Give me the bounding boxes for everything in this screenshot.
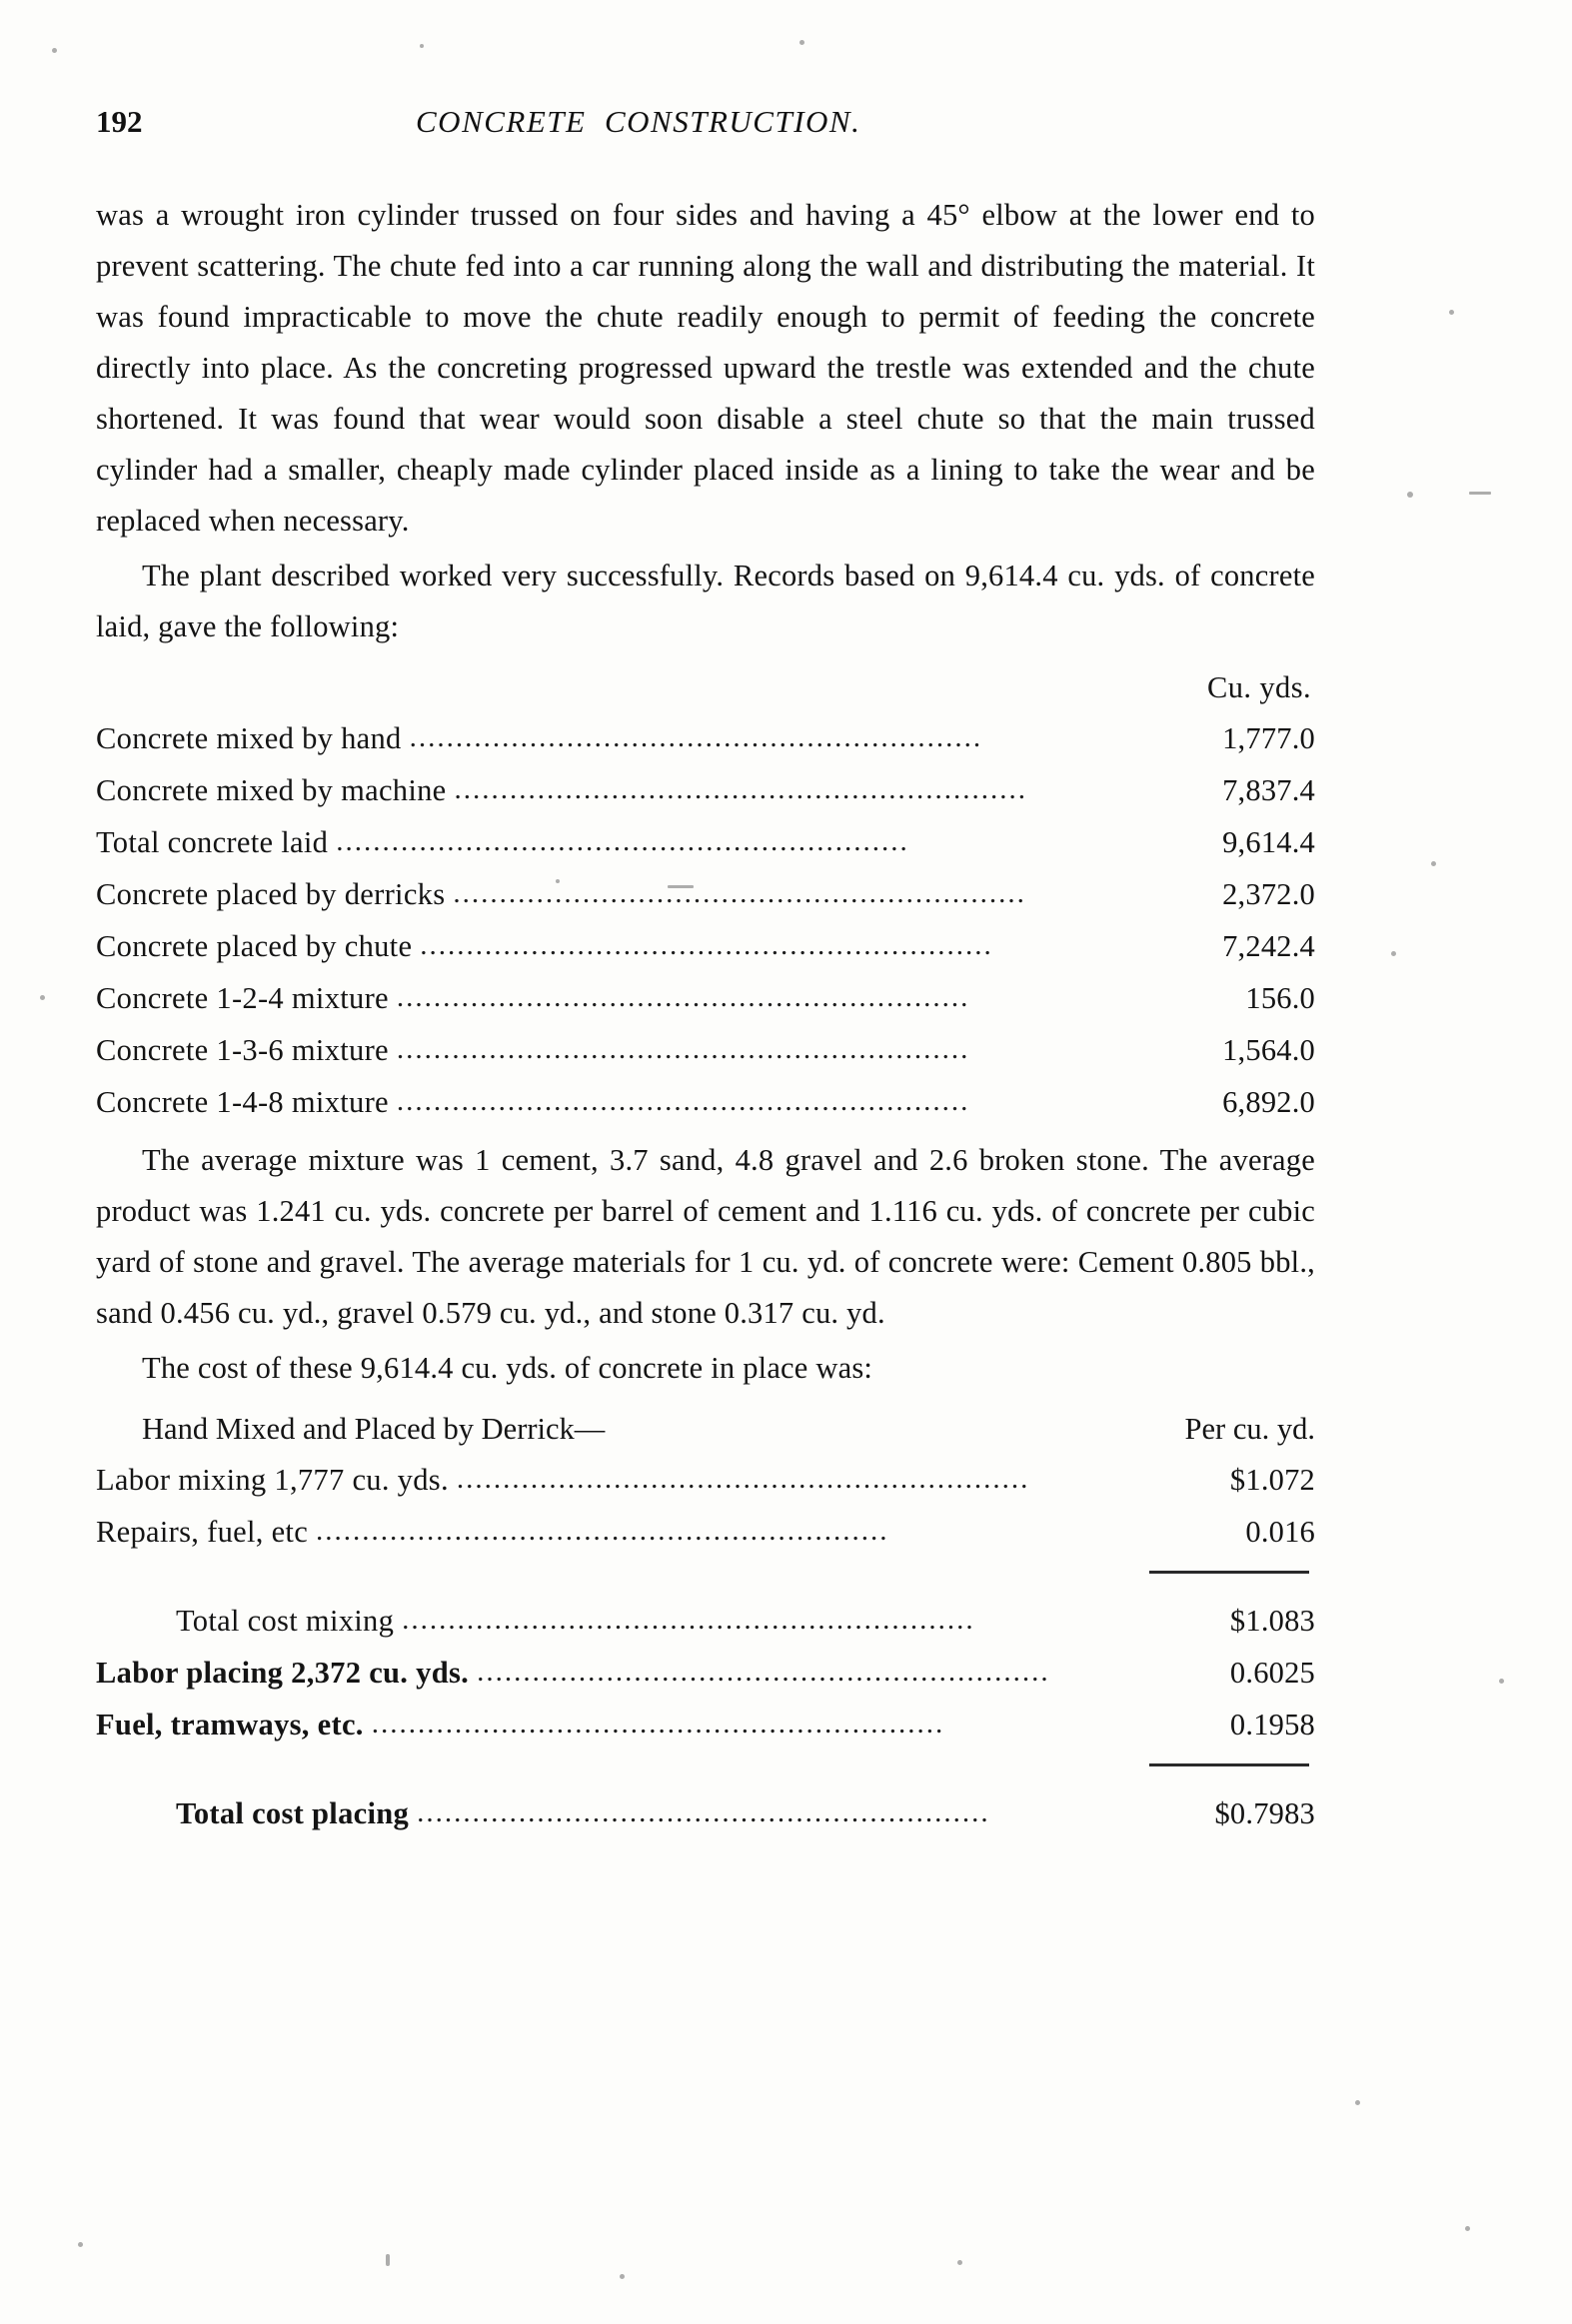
scan-speckle <box>1465 2226 1470 2231</box>
row-label: Total concrete laid <box>96 825 329 859</box>
scan-speckle <box>40 995 45 1000</box>
page-content <box>96 104 1315 1846</box>
leader-dots: .............................................................. <box>336 825 909 857</box>
table-row <box>96 921 1315 973</box>
cost-table-header <box>96 1404 1315 1455</box>
table-row <box>96 817 1315 869</box>
row-label: Concrete mixed by hand <box>96 721 402 755</box>
scan-speckle <box>799 40 804 45</box>
leader-dots: .............................................................. <box>417 1796 990 1828</box>
table-row <box>96 1455 1315 1507</box>
row-label: Concrete 1-2-4 mixture <box>96 981 389 1015</box>
row-label: Concrete placed by chute <box>96 929 413 963</box>
row-label: Concrete placed by derricks <box>96 877 446 911</box>
leader-dots: .............................................................. <box>396 1085 970 1117</box>
table-row-total <box>96 1596 1315 1648</box>
row-value: 7,242.4 <box>1222 929 1315 963</box>
scan-speckle <box>1431 861 1436 866</box>
leader-dots: .............................................................. <box>316 1515 889 1547</box>
scan-speckle <box>1449 310 1454 315</box>
row-label: Fuel, tramways, etc. <box>96 1708 364 1742</box>
leader-dots: .............................................................. <box>409 721 983 753</box>
leader-dots: .............................................................. <box>453 877 1026 909</box>
row-label: Labor mixing 1,777 cu. yds. <box>96 1463 449 1497</box>
row-value: 7,837.4 <box>1222 773 1315 807</box>
table-row <box>96 1077 1315 1129</box>
body-paragraph-1: was a wrought iron cylinder trussed on four sides and having a 45° elbow at the lower end to prevent scattering. The chute fed into a car running along the wall and distributing the material. It was found impracticable to move the chute readily enough to permit of feeding the concrete directly into place. As the concreting progressed upward the trestle was extended and the chute shortened. It was found that wear would soon disable a steel chute so that the main trussed cylinder had a smaller, cheaply made cylinder placed inside as a lining to take the wear and be replaced when necessary. <box>96 198 1315 538</box>
table-row <box>96 1025 1315 1077</box>
scan-speckle <box>620 2274 625 2279</box>
row-value: $1.072 <box>1229 1463 1315 1497</box>
row-value: 1,777.0 <box>1222 721 1315 755</box>
table-row <box>96 973 1315 1025</box>
row-label: Concrete 1-3-6 mixture <box>96 1033 389 1067</box>
scan-speckle <box>1391 951 1396 956</box>
scan-speckle <box>52 48 57 53</box>
row-label: Concrete mixed by machine <box>96 773 447 807</box>
row-value: 156.0 <box>1245 981 1315 1015</box>
table-row-total <box>96 1788 1315 1840</box>
row-label: Total cost mixing <box>176 1604 395 1638</box>
row-value: 1,564.0 <box>1222 1033 1315 1067</box>
quantities-table <box>96 662 1315 1129</box>
cost-column-header: Per cu. yd. <box>1184 1412 1315 1446</box>
cost-table <box>96 1404 1315 1840</box>
leader-dots: .............................................................. <box>396 1033 970 1065</box>
leader-dots: .............................................................. <box>456 1463 1030 1495</box>
leader-dots: .............................................................. <box>396 981 970 1013</box>
row-value: 6,892.0 <box>1222 1085 1315 1119</box>
running-head: CONCRETE CONSTRUCTION. <box>416 104 861 139</box>
table-row <box>96 765 1315 817</box>
table-row <box>96 1648 1315 1700</box>
leader-dots: .............................................................. <box>420 929 993 961</box>
row-label: Concrete 1-4-8 mixture <box>96 1085 389 1119</box>
scan-speckle <box>1469 492 1491 495</box>
table-row <box>96 1700 1315 1751</box>
table-row <box>96 1507 1315 1559</box>
page-header <box>96 104 1315 140</box>
body-paragraph-3: The average mixture was 1 cement, 3.7 sand, 4.8 gravel and 2.6 broken stone. The average product was 1.241 cu. yds. concrete per barrel of cement and 1.116 cu. yds. of concrete per cubic yard of stone and gravel. The average materials for 1 cu. yd. of concrete were: Cement 0.805 bbl., sand 0.456 cu. yd., gravel 0.579 cu. yd., and stone 0.317 cu. yd. <box>96 1143 1315 1330</box>
leader-dots: .............................................................. <box>371 1708 945 1740</box>
scan-speckle <box>386 2254 390 2266</box>
row-value: 0.6025 <box>1229 1656 1315 1690</box>
row-value: 2,372.0 <box>1222 877 1315 911</box>
row-value: $1.083 <box>1229 1604 1315 1638</box>
scan-speckle <box>1499 1679 1504 1684</box>
table-row <box>96 869 1315 921</box>
page-number: 192 <box>96 104 143 139</box>
cost-section-title: Hand Mixed and Placed by Derrick— <box>142 1412 606 1446</box>
row-value: 0.016 <box>1245 1515 1315 1549</box>
body-paragraph-2: The plant described worked very successfully. Records based on 9,614.4 cu. yds. of concrete laid, gave the following: <box>96 559 1315 643</box>
quantities-column-header: Cu. yds. <box>1206 670 1311 704</box>
table-row <box>96 713 1315 765</box>
table-rule <box>1149 1763 1309 1766</box>
leader-dots: .............................................................. <box>402 1604 975 1636</box>
row-label: Total cost placing <box>176 1796 410 1830</box>
row-label: Labor placing 2,372 cu. yds. <box>96 1656 470 1690</box>
scan-speckle <box>420 44 424 48</box>
row-value: 0.1958 <box>1229 1708 1315 1742</box>
table-rule <box>1149 1571 1309 1574</box>
scan-speckle <box>957 2260 962 2265</box>
scan-speckle <box>1407 492 1413 498</box>
row-label: Repairs, fuel, etc <box>96 1515 309 1549</box>
leader-dots: .............................................................. <box>454 773 1028 805</box>
row-value: 9,614.4 <box>1222 825 1315 859</box>
row-value: $0.7983 <box>1214 1796 1315 1830</box>
scan-speckle <box>1355 2100 1360 2105</box>
scan-speckle <box>78 2242 83 2247</box>
body-paragraph-4: The cost of these 9,614.4 cu. yds. of concrete in place was: <box>142 1351 873 1385</box>
leader-dots: .............................................................. <box>477 1656 1050 1688</box>
